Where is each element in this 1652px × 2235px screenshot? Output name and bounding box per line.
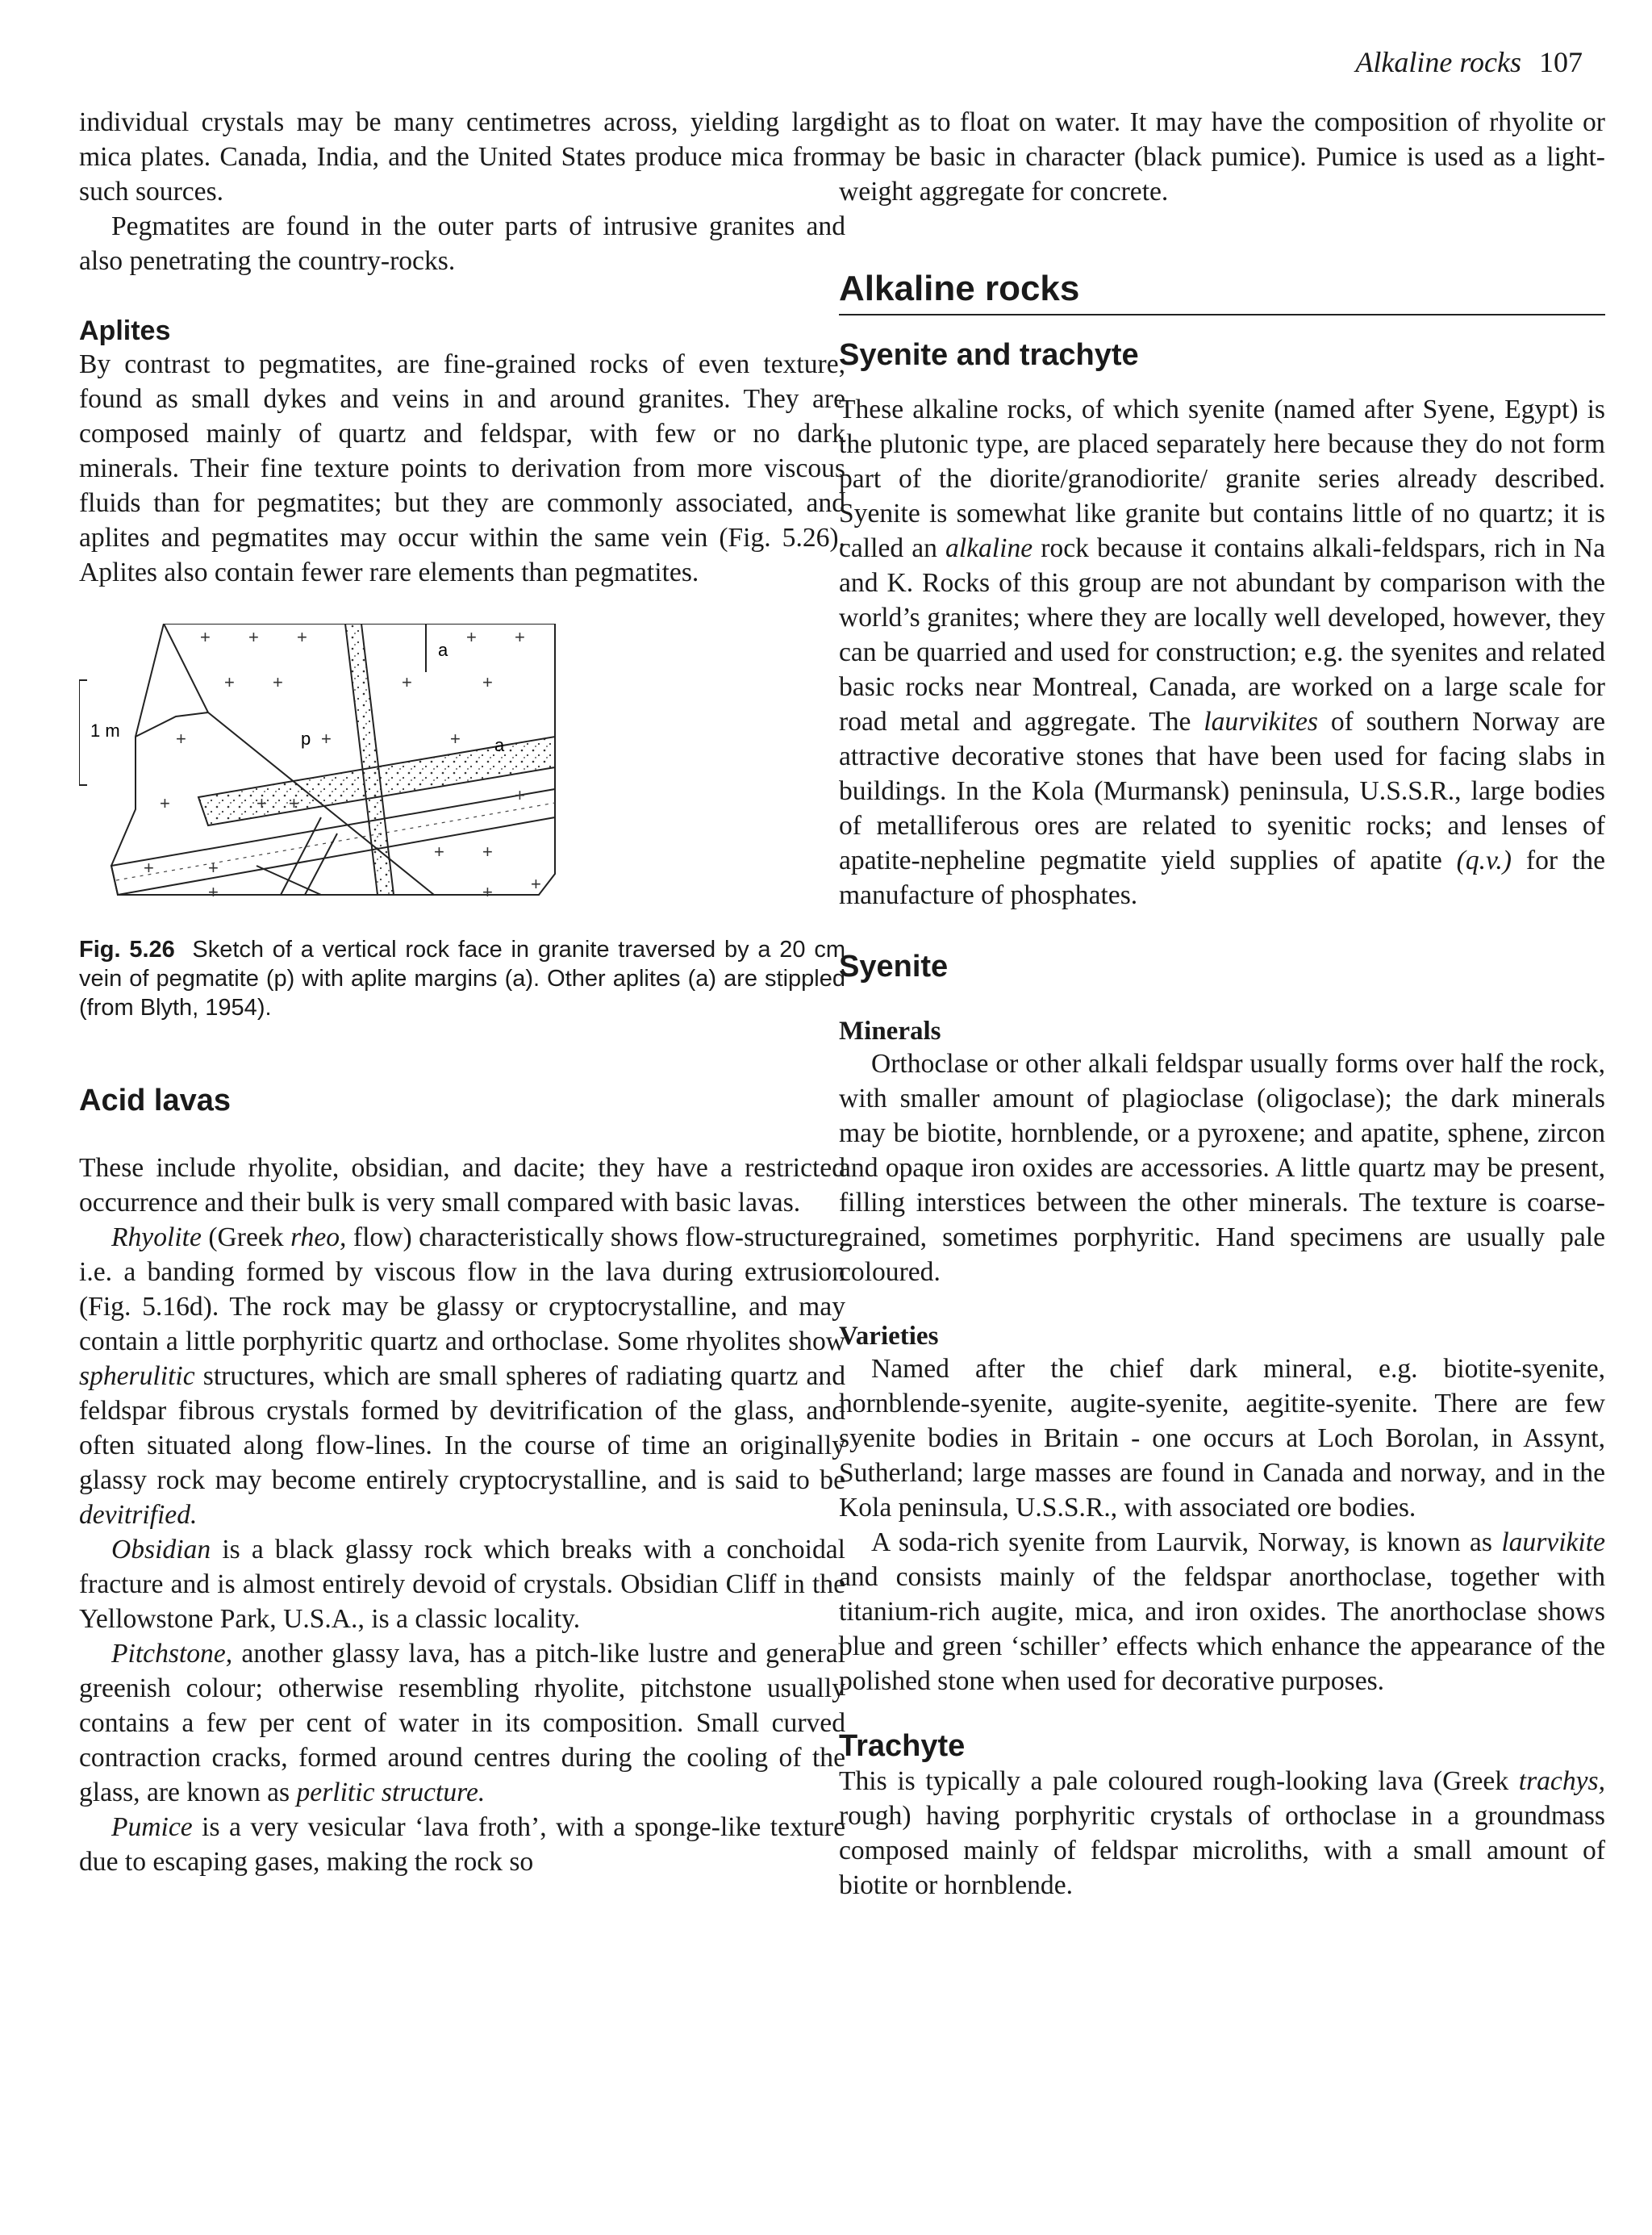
right-column	[839, 105, 1605, 1903]
svg-text:+: +	[208, 858, 219, 878]
left-column	[79, 105, 845, 1879]
paragraph-mica: individual crystals may be many centimetres across, yielding large mica plates. Canada, India, and the United States produce mica from such sources.	[79, 107, 845, 207]
svg-text:+: +	[224, 672, 235, 692]
svg-text:+: +	[208, 882, 219, 902]
page-number: 107	[1539, 46, 1583, 78]
paragraph-minerals: Orthoclase or other alkali feldspar usually forms over half the rock, with smaller amount of plagioclase (oligoclase); the dark minerals may be biotite, hornblende, or a pyroxene; and apatite, sphene, zircon and opaque iron oxides are accessories. A little quartz may be present, filling interstices between the other minerals. The texture is coarse-grained, sometimes porphyritic. Hand specimens are usually pale coloured.	[839, 1049, 1605, 1287]
running-title: Alkaline rocks	[1355, 46, 1521, 78]
heading-alkaline-rocks: Alkaline rocks	[839, 269, 1605, 315]
svg-text:+: +	[144, 858, 154, 878]
heading-syenite: Syenite	[839, 950, 949, 984]
vertical-aplite	[345, 624, 394, 895]
svg-text:+: +	[200, 627, 211, 647]
paragraph-pitchstone: Pitchstone, another glassy lava, has a pitch-like lustre and general greenish colour; otherwise resembling rhyolite, pitchstone usually contains a few per cent of water in its composition. Small curved contraction cracks, formed around centres during the cooling of the glass, are known as perlitic structure.	[79, 1639, 845, 1807]
svg-text:+: +	[273, 672, 283, 692]
svg-text:+: +	[289, 793, 299, 813]
paragraph-trachyte: This is typically a pale coloured rough-looking lava (Greek trachys, rough) having porphyritic crystals of orthoclase in a groundmass composed mainly of feldspar microliths, with a small amount of biotite or hornblende.	[839, 1766, 1605, 1900]
svg-text:+: +	[482, 842, 493, 862]
running-header	[1355, 45, 1583, 79]
label-a-top: a	[438, 640, 448, 660]
figure-caption	[79, 935, 845, 1022]
svg-text:+: +	[321, 729, 332, 749]
svg-text:+: +	[515, 627, 525, 647]
heading-varieties: Varieties	[839, 1322, 939, 1351]
svg-text:+: +	[482, 882, 493, 902]
term-pumice: Pumice	[111, 1812, 193, 1842]
paragraph-rhyolite: Rhyolite (Greek rheo, flow) characteristically shows flow-structure, i.e. a banding formed by viscous flow in the lava during extrusion (Fig. 5.16d). The rock may be glassy or cryptocrystalline, and may contain a little porphyritic quartz and orthoclase. Some rhyolites show spherulitic structures, which are small spheres of radiating quartz and feldspar fibrous crystals formed by devitrification of the glass, and often situated along flow-lines. In the course of time an originally glassy rock may become entirely cryptocrystalline, and is said to be devitrified.	[79, 1222, 845, 1530]
svg-text:+: +	[466, 627, 477, 647]
heading-trachyte: Trachyte	[839, 1729, 966, 1763]
label-a-right: a	[494, 735, 505, 755]
scale-bar	[79, 680, 87, 785]
svg-text:+: +	[257, 793, 267, 813]
svg-text:+: +	[482, 672, 493, 692]
svg-text:+: +	[176, 729, 186, 749]
paragraph-pumice-continued: light as to float on water. It may have the composition of rhyolite or may be basic in character (black pumice). Pumice is used as a light-weight aggregate for concrete.	[839, 107, 1605, 207]
svg-text:+: +	[531, 874, 541, 894]
paragraph-aplites: By contrast to pegmatites, are fine-grained rocks of even texture, found as small dykes and veins in and around granites. They are composed mainly of quartz and feldspar, with few or no dark minerals. Their fine texture points to derivation from more viscous fluids than for pegmatites; but they are commonly associated, and aplites and pegmatites may occur within the same vein (Fig. 5.26). Aplites also contain fewer rare elements than pegmatites.	[79, 349, 845, 587]
scale-label: 1 m	[90, 721, 120, 741]
paragraph-syenite-trachyte: These alkaline rocks, of which syenite (named after Syene, Egypt) is the plutonic type, are placed separately here because they do not form part of the diorite/granodiorite/ granite series already described. Syenite is somewhat like granite but contains little of no quartz; it is called an alkaline rock because it contains alkali-feldspars, rich in Na and K. Rocks of this group are not abundant by comparison with the world’s granites; where they are locally well developed, however, they can be quarried and used for construction; e.g. the syenites and related basic rocks near Montreal, Canada, are worked on a large scale for road metal and aggregate. The laurvikites of southern Norway are attractive decorative stones that have been used for facing slabs in buildings. In the Kola (Murmansk) peninsula, U.S.S.R., large bodies of metalliferous ores are related to syenitic rocks; and lenses of apatite-nepheline pegmatite yield supplies of apatite (q.v.) for the manufacture of phosphates.	[839, 395, 1605, 910]
svg-text:+: +	[402, 672, 412, 692]
paragraph-obsidian: Obsidian is a black glassy rock which breaks with a conchoidal fracture and is almost entirely devoid of crystals. Obsidian Cliff in the Yellowstone Park, U.S.A., is a classic locality.	[79, 1535, 845, 1634]
figure-rock-sketch	[79, 624, 845, 946]
heading-acid-lavas: Acid lavas	[79, 1084, 231, 1118]
paragraph-pumice: Pumice is a very vesicular ‘lava froth’, with a sponge-like texture due to escaping gases, making the rock so	[79, 1812, 845, 1877]
caption-label: Fig. 5.26	[79, 937, 175, 963]
paragraph-varieties: Named after the chief dark mineral, e.g. biotite-syenite, hornblende-syenite, augite-syenite, aegitite-syenite. There are few syenite bodies in Britain - one occurs at Loch Borolan, in Assynt, Sutherland; large masses are found in Canada and norway, and in the Kola peninsula, U.S.S.R., with associated ore bodies.	[839, 1354, 1605, 1523]
heading-aplites: Aplites	[79, 315, 171, 346]
svg-text:+: +	[297, 627, 307, 647]
paragraph-acid-lavas: These include rhyolite, obsidian, and dacite; they have a restricted occurrence and their bulk is very small compared with basic lavas.	[79, 1153, 845, 1218]
rock-face-sketch	[79, 624, 845, 946]
svg-text:+: +	[248, 627, 259, 647]
svg-text:+: +	[160, 793, 170, 813]
paragraph-laurvikite: A soda-rich syenite from Laurvik, Norway, is known as laurvikite and consists mainly of the feldspar anorthoclase, together with titanium-rich augite, mica, and iron oxides. The anorthoclase shows blue and green ‘schiller’ effects which enhance the appearance of the polished stone when used for decorative purposes.	[839, 1527, 1605, 1696]
label-p: p	[301, 729, 311, 749]
svg-text:+: +	[450, 729, 461, 749]
svg-text:+: +	[515, 785, 525, 805]
paragraph-pegmatites: Pegmatites are found in the outer parts of intrusive granites and also penetrating the country-rocks.	[79, 211, 845, 276]
caption-text: Sketch of a vertical rock face in granite traversed by a 20 cm vein of pegmatite (p) with aplite margins (a). Other aplites (a) are stippled (from Blyth, 1954).	[79, 937, 845, 1021]
term-pitchstone: Pitchstone,	[111, 1639, 233, 1669]
term-rhyolite: Rhyolite	[111, 1222, 202, 1252]
svg-text:+: +	[434, 842, 444, 862]
heading-syenite-trachyte: Syenite and trachyte	[839, 338, 1139, 372]
heading-minerals: Minerals	[839, 1017, 941, 1046]
term-obsidian: Obsidian	[111, 1535, 211, 1564]
